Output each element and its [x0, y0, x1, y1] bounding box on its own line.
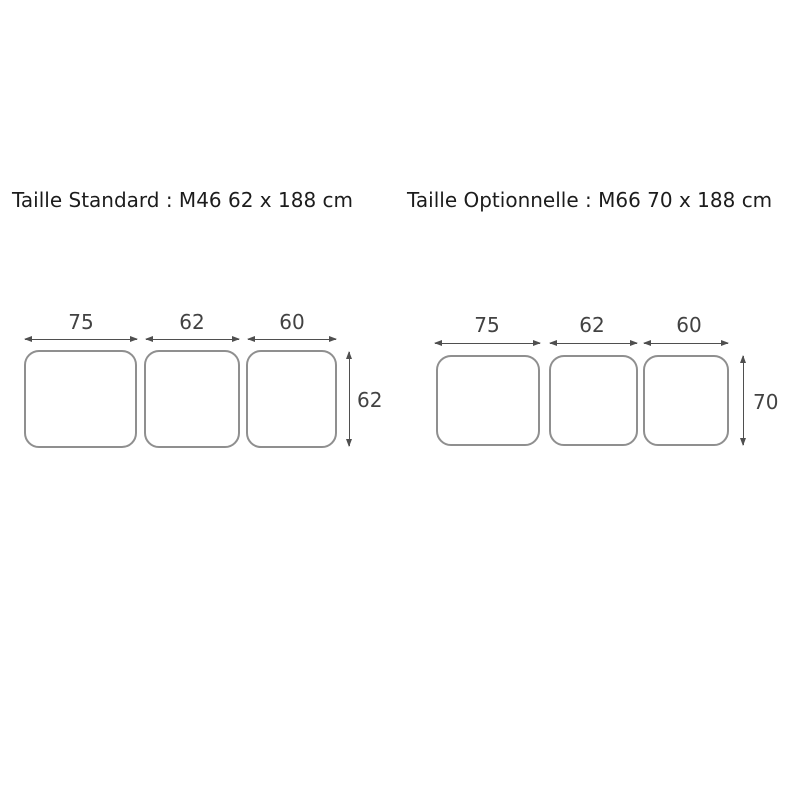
width-dimension-label: 62 — [179, 310, 205, 334]
width-dimension-arrow — [644, 343, 728, 344]
width-dimension-arrow — [146, 339, 239, 340]
optional-size-title: Taille Optionnelle : M66 70 x 188 cm — [407, 188, 773, 212]
width-dimension-arrow — [25, 339, 137, 340]
table-section-panel-3 — [246, 350, 337, 448]
width-dimension-label: 62 — [579, 313, 605, 337]
table-section-panel-3 — [643, 355, 729, 446]
depth-dimension-label: 70 — [753, 390, 779, 414]
table-section-panel-2 — [144, 350, 240, 448]
table-section-panel-2 — [549, 355, 638, 446]
width-dimension-label: 60 — [279, 310, 305, 334]
table-section-panel-1 — [24, 350, 137, 448]
depth-dimension-arrow — [349, 352, 350, 446]
width-dimension-arrow — [435, 343, 540, 344]
depth-dimension-label: 62 — [357, 388, 383, 412]
standard-size-title: Taille Standard : M46 62 x 188 cm — [12, 188, 354, 212]
table-section-panel-1 — [436, 355, 540, 446]
width-dimension-label: 60 — [676, 313, 702, 337]
depth-dimension-arrow — [743, 356, 744, 445]
width-dimension-arrow — [248, 339, 336, 340]
width-dimension-label: 75 — [474, 313, 500, 337]
width-dimension-label: 75 — [68, 310, 94, 334]
width-dimension-arrow — [550, 343, 637, 344]
